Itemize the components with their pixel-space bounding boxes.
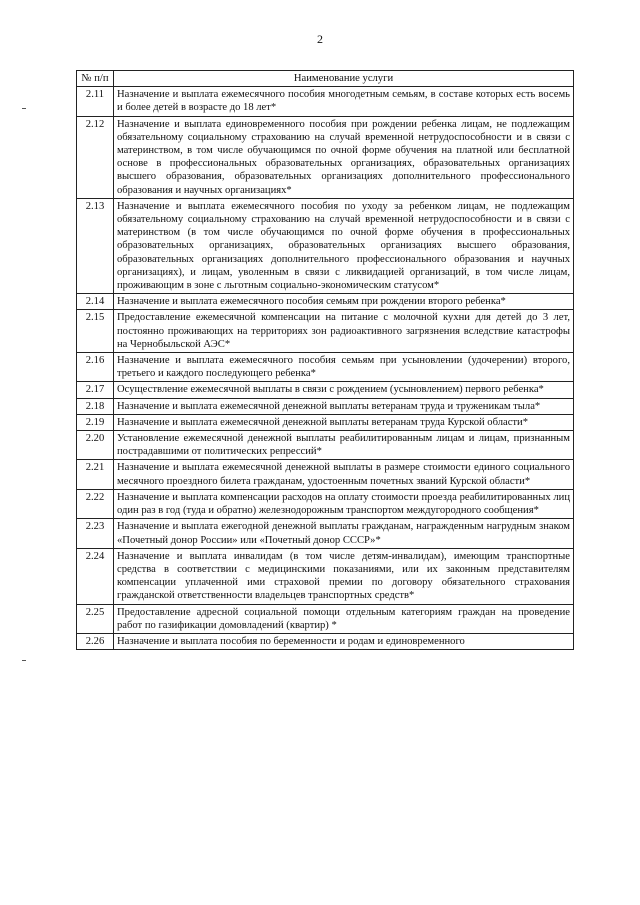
table-row: [77, 398, 574, 414]
table-row: [77, 460, 574, 489]
table-row: [77, 431, 574, 460]
table-header-row: [77, 71, 574, 87]
table-row: [77, 310, 574, 353]
row-service-name: Назначение и выплата инвалидам (в том числе детям-инвалидам), имеющим транспортные средства в соответствии с медицинскими показаниями, или их законным представителям компенсации уплаченной ими страховой премии по договору обязательного страхования гражданской ответственности владельцев транспортных средств*: [114, 548, 574, 604]
table-row: [77, 353, 574, 382]
row-number: 2.24: [77, 548, 114, 604]
row-service-name: Осуществление ежемесячной выплаты в связи с рождением (усыновлением) первого ребенка*: [114, 382, 574, 398]
row-number: 2.22: [77, 489, 114, 518]
table-row: [77, 633, 574, 649]
table-row: [77, 519, 574, 548]
row-service-name: Установление ежемесячной денежной выплаты реабилитированным лицам и лицам, признанным пострадавшими от политических репрессий*: [114, 431, 574, 460]
row-number: 2.19: [77, 414, 114, 430]
row-service-name: Предоставление ежемесячной компенсации на питание с молочной кухни для детей до 3 лет, постоянно проживающих на территориях зон радиоактивного загрязнения вследствие катастрофы на Чернобыльской АЭС*: [114, 310, 574, 353]
row-number: 2.25: [77, 604, 114, 633]
header-number: № п/п: [77, 71, 114, 87]
row-number: 2.11: [77, 87, 114, 116]
table-row: [77, 382, 574, 398]
table-row: [77, 198, 574, 293]
row-number: 2.18: [77, 398, 114, 414]
services-table: [76, 70, 574, 650]
header-service-name: Наименование услуги: [114, 71, 574, 87]
table-row: [77, 604, 574, 633]
margin-mark: [22, 660, 26, 661]
row-number: 2.15: [77, 310, 114, 353]
row-service-name: Назначение и выплата ежемесячной денежной выплаты ветеранам труда и труженикам тыла*: [114, 398, 574, 414]
row-service-name: Назначение и выплата ежемесячного пособия семьям при усыновлении (удочерении) второго, третьего и каждого последующего ребенка*: [114, 353, 574, 382]
row-service-name: Назначение и выплата единовременного пособия при рождении ребенка лицам, не подлежащим обязательному социальному страхованию на случай временной нетрудоспособности и в связи с материнством, в том числе обучающимся по очной форме обучения на платной или бесплатной основе в профессиональных образовательных организациях, образовательных организациях высшего образования, образовательных организациях дополнительного профессионального образования и научных организациях*: [114, 116, 574, 198]
table-row: [77, 87, 574, 116]
row-service-name: Назначение и выплата ежемесячного пособия по уходу за ребенком лицам, не подлежащим обязательному социальному страхованию на случай временной нетрудоспособности и в связи с материнством (в том числе обучающимся по очной форме обучения в профессиональных образовательных организациях, образовательных организациях высшего образования, образовательных организациях дополнительного профессионального образования и научных организациях), и лицам, уволенным в связи с ликвидацией организаций, в том числе лицам, проживающим в зоне с льготным социально-экономическим статусом*: [114, 198, 574, 293]
row-service-name: [114, 633, 574, 649]
row-number: 2.26: [77, 633, 114, 649]
row-service-name: Назначение и выплата ежемесячного пособия семьям при рождении второго ребенка*: [114, 294, 574, 310]
row-number: 2.12: [77, 116, 114, 198]
page-number: 2: [317, 32, 323, 46]
row-service-name: Назначение и выплата ежемесячной денежной выплаты в размере стоимости единого социального месячного проездного билета гражданам, удостоенным почетных званий Курской области*: [114, 460, 574, 489]
row-number: 2.14: [77, 294, 114, 310]
row-number: 2.23: [77, 519, 114, 548]
margin-mark: [22, 108, 26, 109]
row-number: 2.21: [77, 460, 114, 489]
row-service-name: Назначение и выплата ежемесячного пособия многодетным семьям, в составе которых есть восемь и более детей в возрасте до 18 лет*: [114, 87, 574, 116]
row-number: 2.17: [77, 382, 114, 398]
row-number: 2.16: [77, 353, 114, 382]
row-service-name: Предоставление адресной социальной помощи отдельным категориям граждан на проведение работ по газификации домовладений (квартир) *: [114, 604, 574, 633]
table-row: [77, 548, 574, 604]
table-row: [77, 116, 574, 198]
row-number: 2.20: [77, 431, 114, 460]
row-service-name-text: Назначение и выплата пособия по беременности и родам и единовременного: [117, 635, 465, 647]
row-service-name: Назначение и выплата компенсации расходов на оплату стоимости проезда реабилитированных лиц один раз в год (туда и обратно) железнодорожным транспортом междугородного сообщения*: [114, 489, 574, 518]
row-number: 2.13: [77, 198, 114, 293]
table-row: [77, 489, 574, 518]
row-service-name: Назначение и выплата ежегодной денежной выплаты гражданам, награжденным нагрудным знаком «Почетный донор России» или «Почетный донор СССР»*: [114, 519, 574, 548]
row-service-name: Назначение и выплата ежемесячной денежной выплаты ветеранам труда Курской области*: [114, 414, 574, 430]
table-row: [77, 414, 574, 430]
table-row: [77, 294, 574, 310]
